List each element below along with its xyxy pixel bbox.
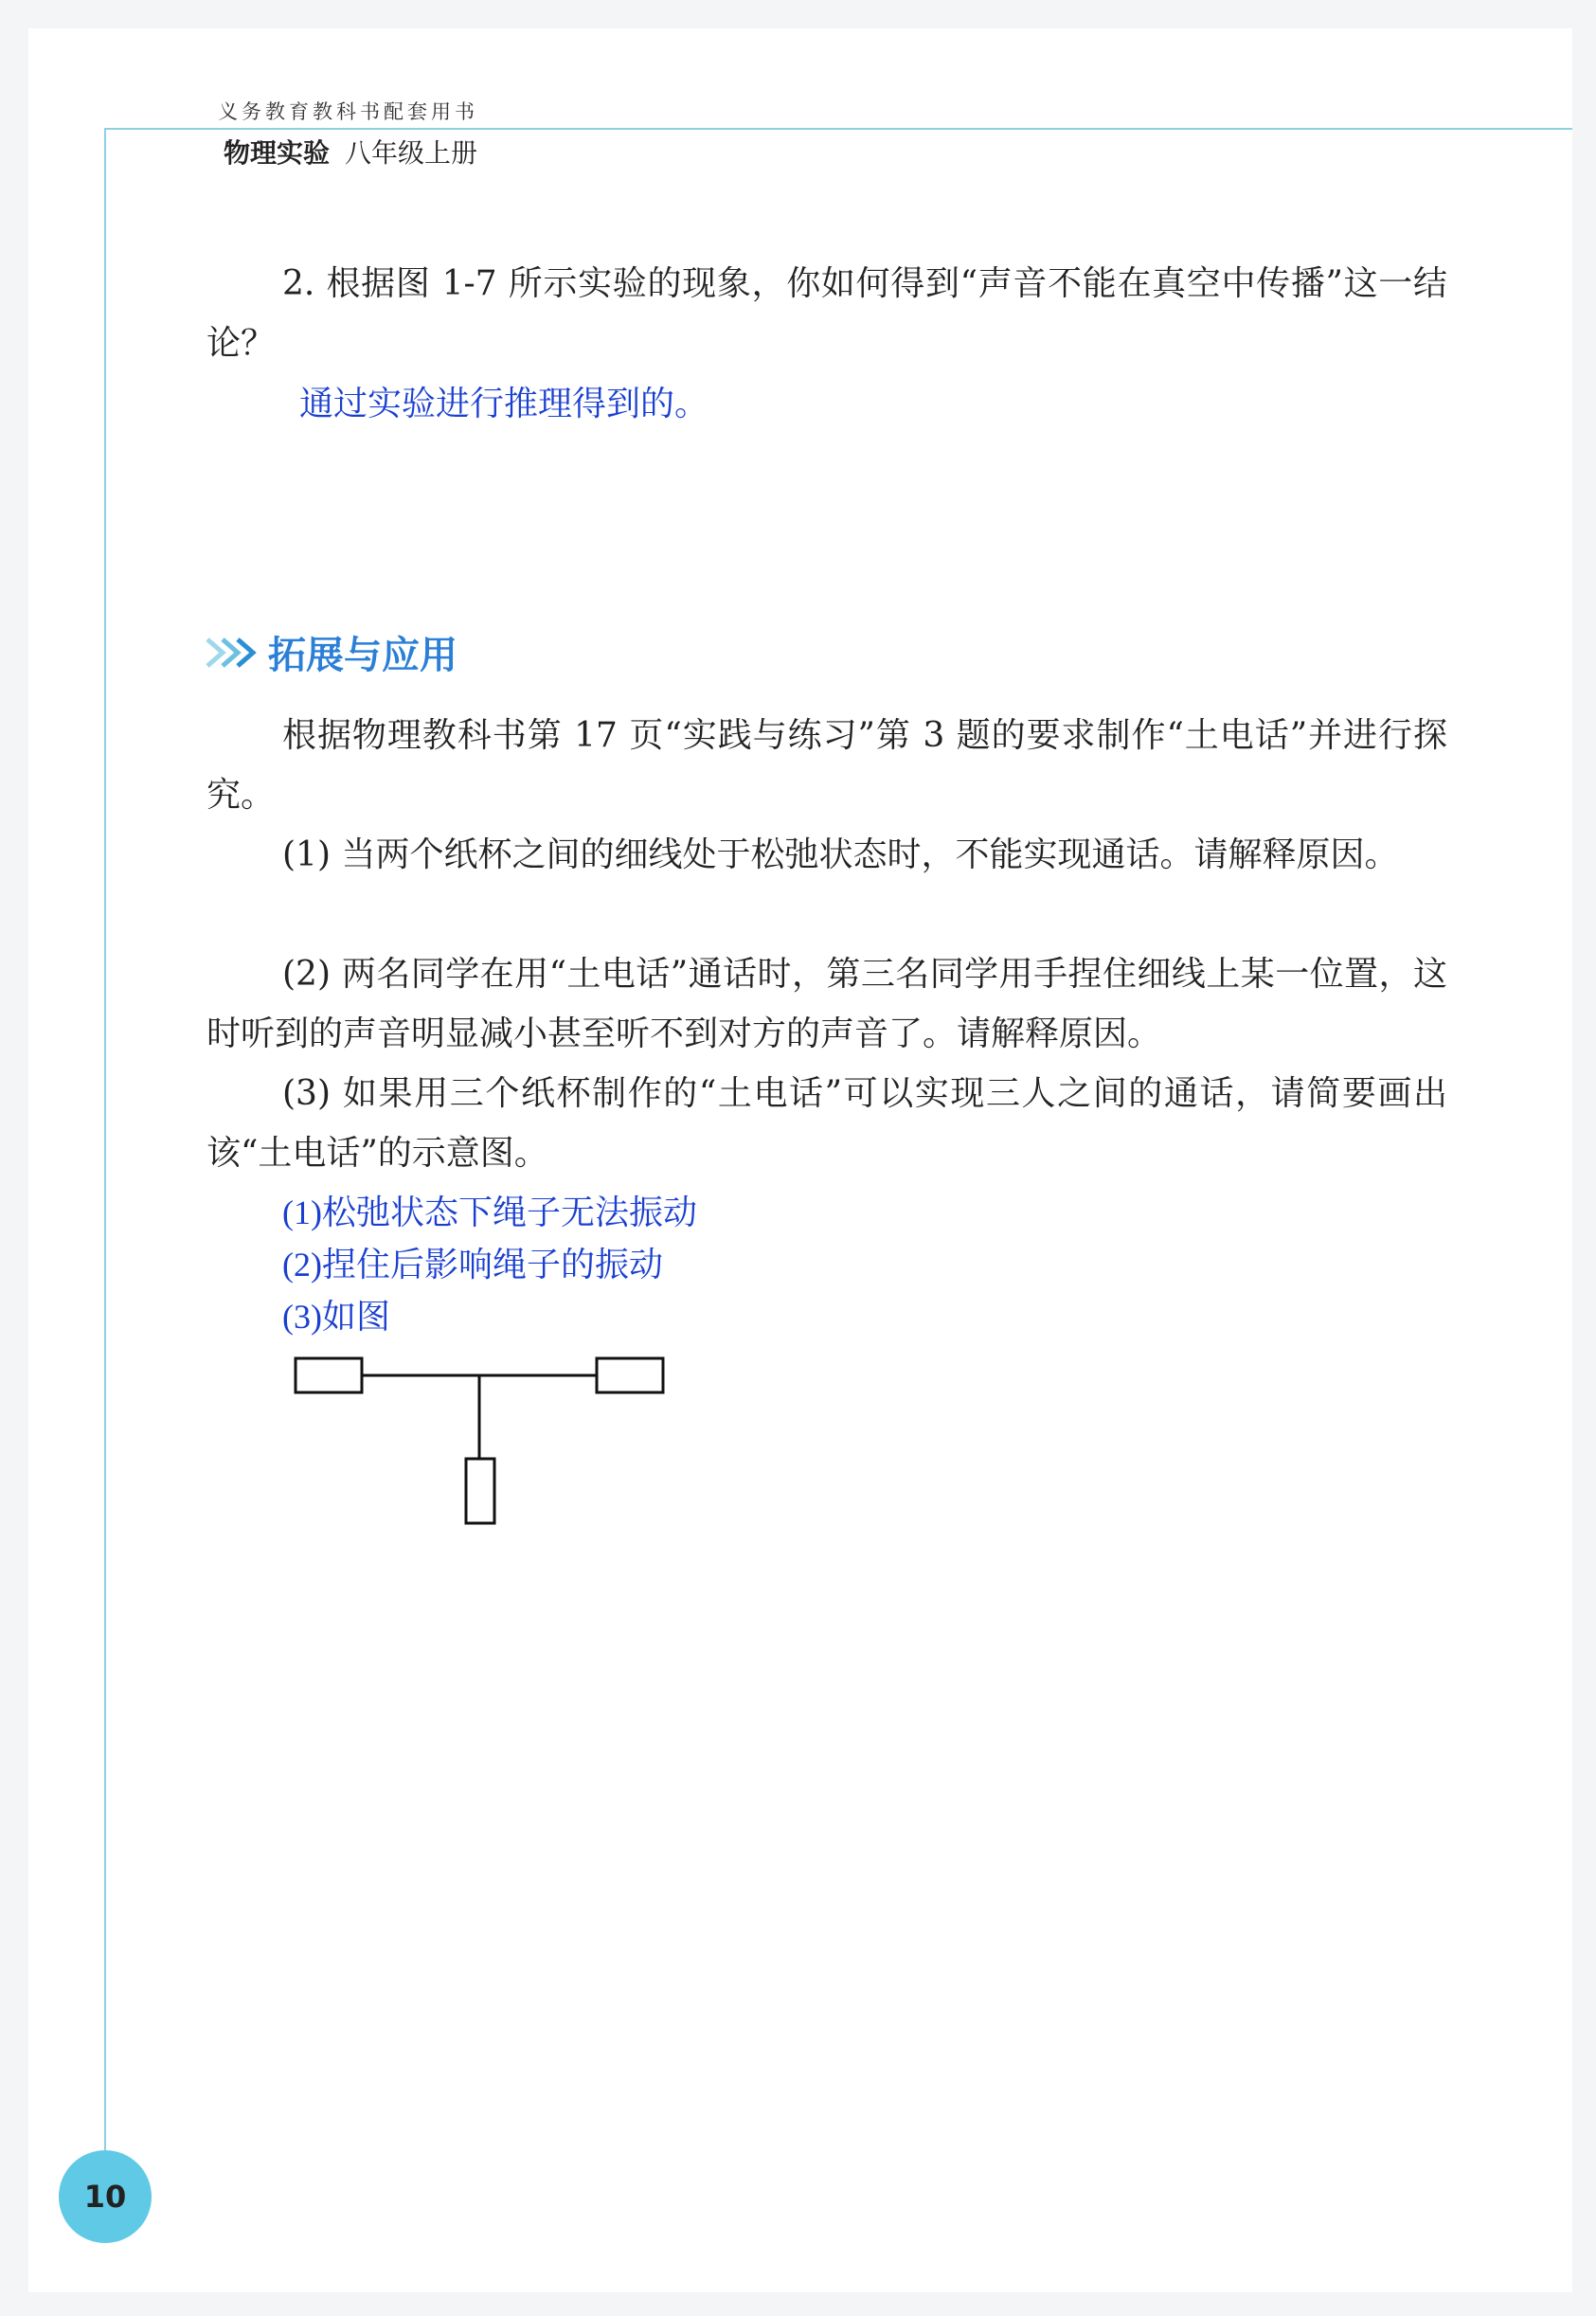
- cup-left: [296, 1358, 362, 1392]
- double-chevron-icon: [202, 634, 262, 672]
- extension-intro: 根据物理教科书第 17 页“实践与练习”第 3 题的要求制作“土电话”并进行探究。: [206, 716, 1447, 815]
- header-divider: [106, 128, 1572, 130]
- section-heading: [202, 625, 457, 679]
- header-grade: 八年级上册: [345, 137, 478, 169]
- header-title: [224, 133, 477, 171]
- answer-2: 通过实验进行推理得到的。: [299, 385, 709, 422]
- page-number: 10: [59, 2150, 152, 2243]
- extension-q1: (1) 当两个纸杯之间的细线处于松弛状态时，不能实现通话。请解释原因。: [282, 835, 1399, 874]
- cup-right: [597, 1358, 663, 1392]
- header-subject: 物理实验: [224, 137, 331, 169]
- extension-answer-2: (2)捏住后影响绳子的振动: [282, 1246, 663, 1284]
- margin-line: [104, 128, 106, 2155]
- extension-q3: (3) 如果用三个纸杯制作的“土电话”可以实现三人之间的通话，请简要画出该“土电话”的示意图。: [206, 1074, 1447, 1173]
- extension-q2: (2) 两名同学在用“土电话”通话时，第三名同学用手捏住细线上某一位置，这时听到的声音明显减小甚至听不到对方的声音了。请解释原因。: [206, 955, 1447, 1053]
- extension-answer-1: (1)松弛状态下绳子无法振动: [282, 1194, 697, 1231]
- three-cup-phone-diagram: [284, 1345, 682, 1535]
- extension-answer-3: (3)如图: [282, 1298, 390, 1336]
- cup-bottom: [466, 1459, 494, 1523]
- header-series: 义务教育教科书配套用书: [218, 100, 478, 123]
- question-2: 2. 根据图 1-7 所示实验的现象，你如何得到“声音不能在真空中传播”这一结论？: [206, 264, 1447, 363]
- section-title: 拓展与应用: [268, 634, 457, 677]
